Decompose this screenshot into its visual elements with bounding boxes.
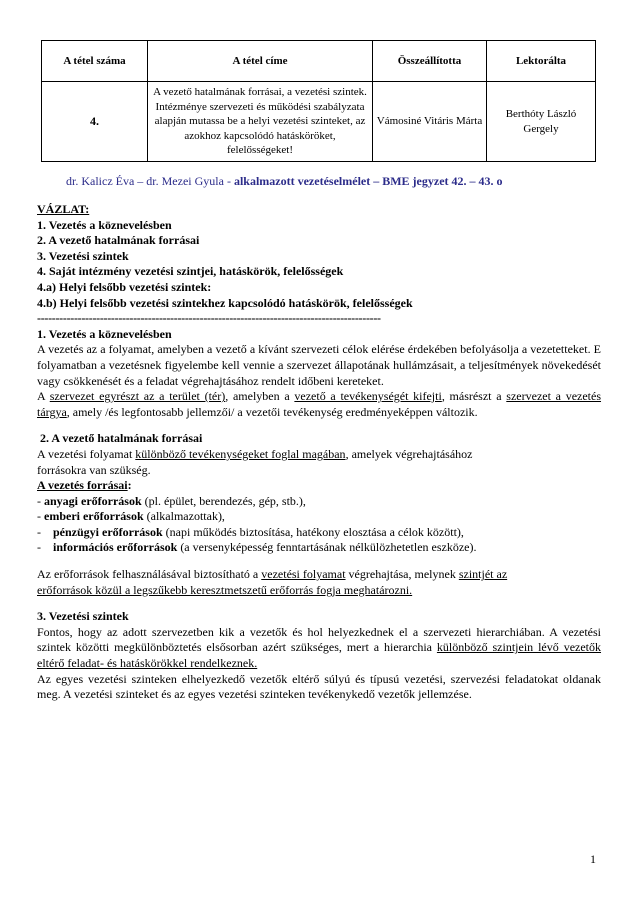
source-title: alkalmazott vezetéselmélet – BME jegyzet 42. – 43. o <box>233 174 503 188</box>
compiled-by-cell: Vámosiné Vitáris Márta <box>373 82 487 162</box>
source-reference <box>66 174 626 189</box>
list-item-text: (pl. épület, berendezés, gép, stb.), <box>141 493 306 508</box>
text-run: , amelyben a <box>225 389 295 404</box>
underlined-text: vezető a tevékenységét kifejti <box>294 389 442 404</box>
paragraph-gap <box>37 420 601 431</box>
list-item <box>37 494 601 510</box>
text-run: Fontos, hogy az adott szervezetben kik a vezetők és hol helyezkednek el a szervezeti hierarchiában. A vezetési szintek közötti megkülönböztetés elsősorban azért szükséges, mert a hierarchia <box>37 624 601 655</box>
list-item-term: információs erőforrások <box>53 540 178 555</box>
section-2-paragraph-cont: forrásokra van szükség. <box>37 462 151 477</box>
source-authors: dr. Kalicz Éva – dr. Mezei Gyula - <box>66 174 234 188</box>
underlined-text: szervezet a vezetés tárgya <box>37 389 602 419</box>
list-item <box>37 540 601 556</box>
item-title-cell: A vezető hatalmának forrásai, a vezetési szintek. Intézménye szervezeti és működési szabályzata alapján mutassa be a helyi vezetési szinteket, az azokhoz kapcsolódó hatásköröket, felelősségeket! <box>148 82 373 162</box>
section-1-heading: 1. Vezetés a köznevelésben <box>37 326 172 341</box>
paragraph-gap <box>37 556 601 567</box>
text-run: A <box>37 389 50 404</box>
column-compiled-header: Összeállította <box>373 41 487 82</box>
reviewed-by-cell: Berthóty László Gergely <box>487 82 596 162</box>
outline-item: 4.b) Helyi felsőbb vezetési szintekhez kapcsolódó hatáskörök, felelősségek <box>37 295 413 310</box>
column-reviewed-header: Lektorálta <box>487 41 596 82</box>
list-item-text: (a versenyképesség fenntartásának nélkülözhetetlen eszköze). <box>177 540 477 555</box>
table-row <box>42 82 596 162</box>
outline-item: 1. Vezetés a köznevelésben <box>37 217 172 232</box>
list-item-text: (napi működés biztosítása, hatékony elosztása a célok között), <box>162 524 464 539</box>
column-title-header: A tétel címe <box>148 41 373 82</box>
text-run: végrehajtása, melynek <box>345 567 459 582</box>
resources-heading <box>37 478 601 494</box>
section-2-paragraph-resources <box>37 567 601 598</box>
outline-item: 3. Vezetési szintek <box>37 248 129 263</box>
list-item-term: emberi erőforrások <box>44 509 144 524</box>
text-run: , amely /és legfontosabb jellemzői/ a vezetői tevékenység eredményeképpen változik. <box>66 404 478 419</box>
section-1-paragraph-organization <box>37 389 601 420</box>
underlined-text: vezetési folyamat <box>261 567 346 582</box>
outline-heading: VÁZLAT: <box>37 202 90 216</box>
section-2-paragraph <box>37 447 601 463</box>
document-body <box>37 202 601 703</box>
section-3-paragraph <box>37 625 601 672</box>
item-number-cell: 4. <box>42 82 148 162</box>
list-item <box>37 525 601 541</box>
list-item-term: anyagi erőforrások <box>44 493 142 508</box>
section-1-paragraph: A vezetés az a folyamat, amelyben a vezető a kívánt szervezeti célok elérése érdekében befolyásolja a vezetetteket. E folyamatban a vezetésnek figyelembe kell vennie a szervezet állapotának hullámzásait, a teljesítmények növekedését vagy csökkenését és a feladat végrehajtásához rendelt időbeni kereteket. <box>37 342 601 388</box>
list-item-text: (alkalmazottak), <box>143 509 225 524</box>
text-run: A vezetési folyamat <box>37 446 136 461</box>
paragraph-gap <box>37 598 601 609</box>
list-bullet: - <box>37 540 53 555</box>
list-bullet: - <box>37 524 53 539</box>
outline-item: 2. A vezető hatalmának forrásai <box>37 233 200 248</box>
column-number-header: A tétel száma <box>42 41 148 82</box>
header-table <box>41 40 596 162</box>
list-bullet: - <box>37 493 44 508</box>
text-run: , másrészt a <box>441 389 507 404</box>
list-item <box>37 509 601 525</box>
outline-item: 4.a) Helyi felsőbb vezetési szintek: <box>37 279 212 294</box>
list-item-term: pénzügyi erőforrások <box>53 524 163 539</box>
underlined-text: erőforrások közül a legszűkebb keresztmetszetű erőforrás fogja meghatározni. <box>37 582 413 597</box>
underlined-text: A vezetés forrásai <box>37 478 128 493</box>
underlined-text: szintjét az <box>458 567 508 582</box>
outline-item: 4. Saját intézmény vezetési szintjei, hatáskörök, felelősségek <box>37 264 344 279</box>
section-3-paragraph-levels: Az egyes vezetési szinteken elhelyezkedő vezetők eltérő súlyú és típusú vezetési, szervezési feladatokat oldanak meg. A vezetési szinteket és az egyes vezetési szinteken tevékenykedő vezetők jellemzése. <box>37 671 601 702</box>
underlined-text: szervezet egyrészt az a terület (tér) <box>49 389 226 404</box>
text-run: : <box>127 478 132 493</box>
page-number: 1 <box>590 852 596 866</box>
list-bullet: - <box>37 509 44 524</box>
section-2-heading: 2. A vezető hatalmának forrásai <box>37 431 203 446</box>
underlined-text: különböző szintjein lévő vezetők eltérő feladat- és hatáskörökkel rendelkeznek. <box>37 640 602 671</box>
text-run: Az erőforrások felhasználásával biztosítható a <box>37 567 262 582</box>
text-run: , amelyek végrehajtásához <box>345 446 473 461</box>
underlined-text: különböző tevékenységeket foglal magában <box>135 446 346 461</box>
section-3-heading: 3. Vezetési szintek <box>37 609 129 624</box>
separator-line: --------------------------------------------------------------------------------------------- <box>37 311 381 326</box>
header-row <box>42 41 596 82</box>
